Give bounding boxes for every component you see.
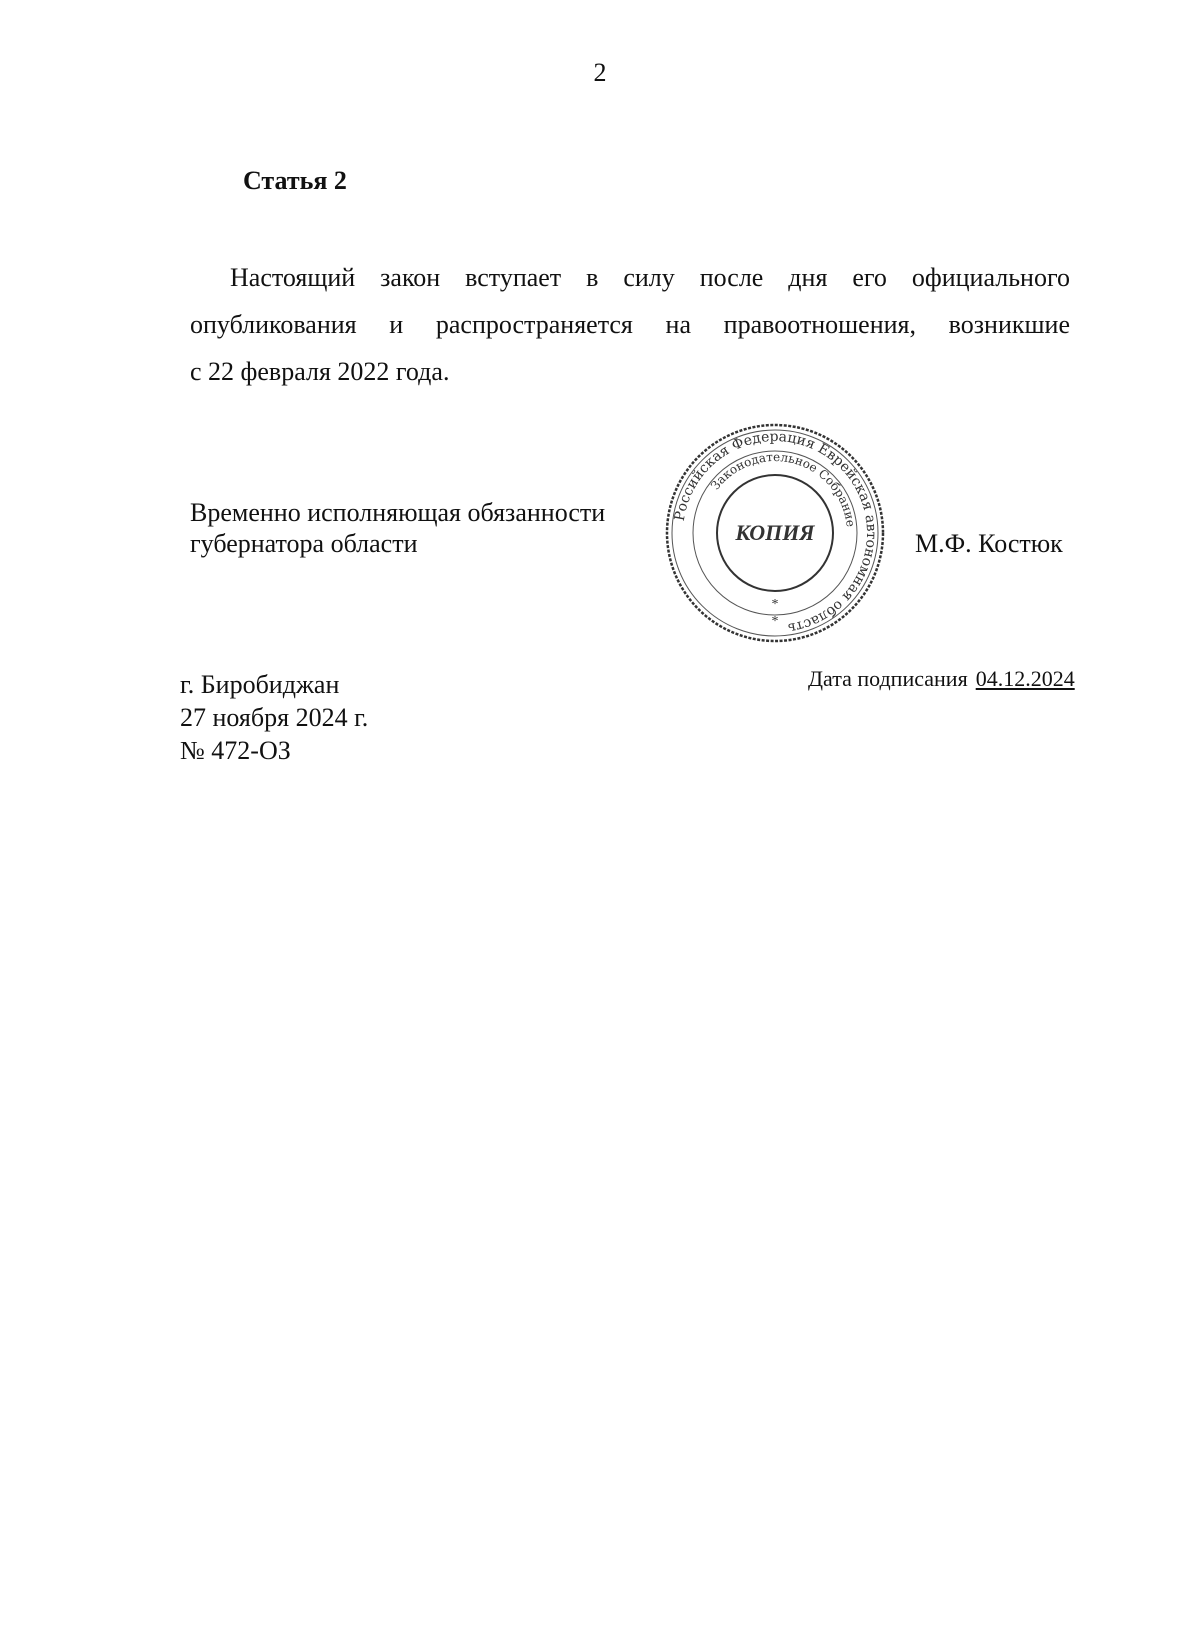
official-seal-stamp xyxy=(660,418,890,648)
article-text-line: Настоящий закон вступает в силу после дня его официального xyxy=(230,263,1070,292)
place-date: 27 ноября 2024 г. xyxy=(180,703,369,732)
article-text-line: с 22 февраля 2022 года. xyxy=(190,357,450,386)
law-number: № 472-ОЗ xyxy=(180,736,291,765)
signer-position-line2: губернатора области xyxy=(190,529,418,558)
seal-star: * xyxy=(771,597,779,612)
place-city: г. Биробиджан xyxy=(180,670,340,699)
seal-center-text: КОПИЯ xyxy=(735,520,815,545)
article-text-line: опубликования и распространяется на правоотношения, возникшие xyxy=(190,310,1070,339)
seal-star: * xyxy=(771,614,779,629)
signing-date-label: Дата подписания xyxy=(808,666,968,691)
signing-date-value: 04.12.2024 xyxy=(975,666,1075,691)
seal-inner-text: Законодательное Собрание xyxy=(708,449,858,528)
seal-outer-text: Российская Федерация Еврейская автономная область xyxy=(671,428,880,637)
signer-name: М.Ф. Костюк xyxy=(915,529,1063,558)
page-number: 2 xyxy=(593,58,607,87)
signer-position-line1: Временно исполняющая обязанности xyxy=(190,498,606,527)
article-heading: Статья 2 xyxy=(243,166,347,195)
signing-date xyxy=(808,666,1075,692)
